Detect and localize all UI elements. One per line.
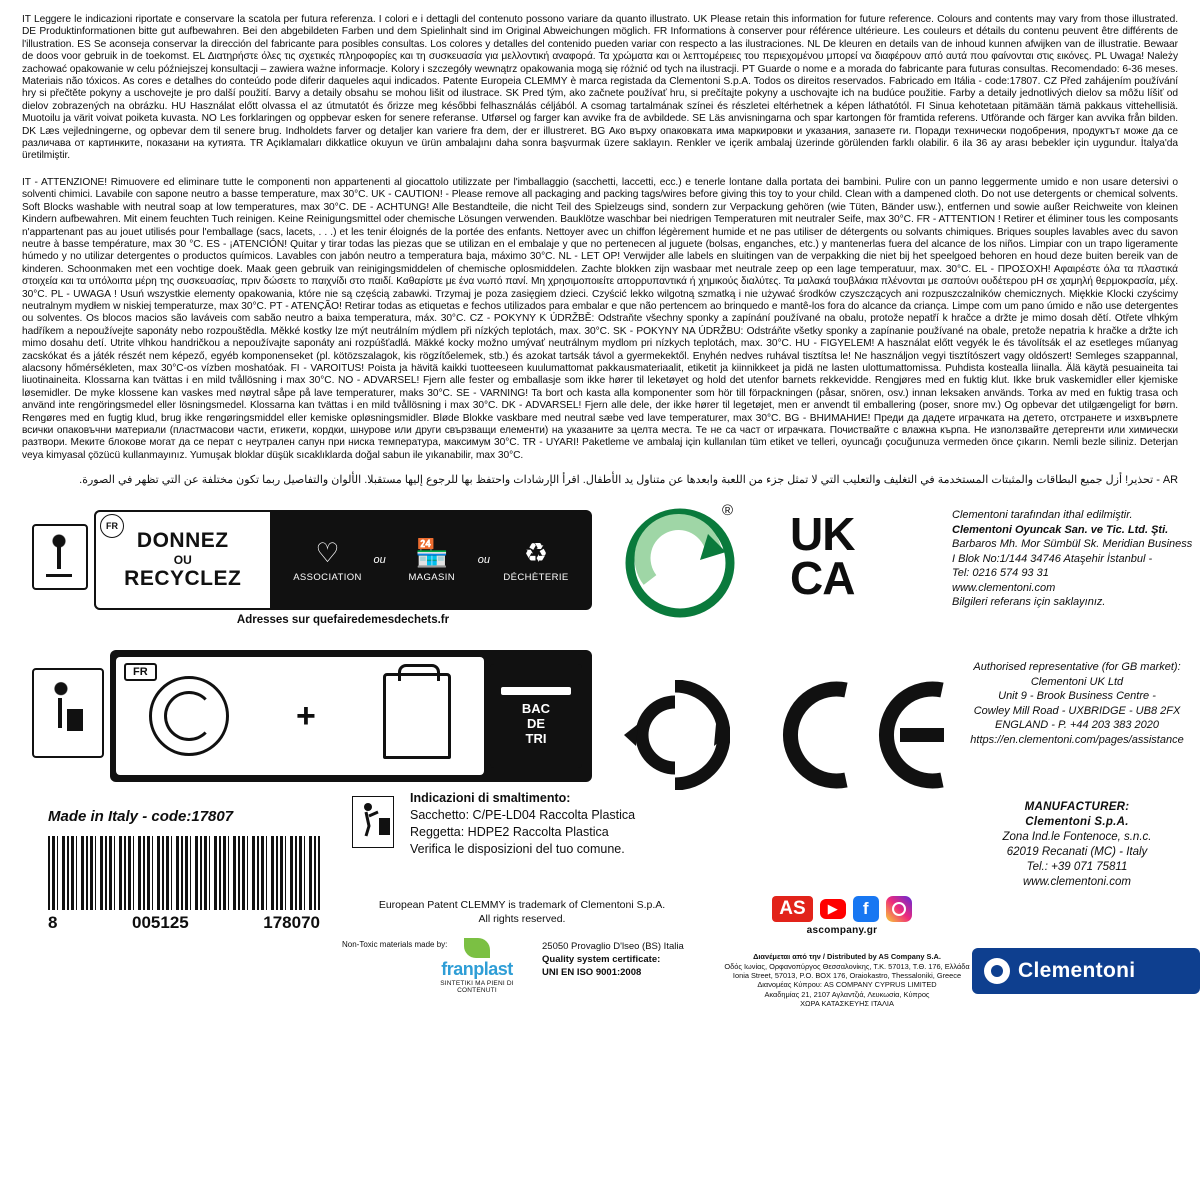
- clementoni-logo: [972, 948, 1200, 994]
- plus-sign: +: [296, 696, 316, 735]
- as-address-line-1: Οδός Ιωνίας, Ορφανοπύργος Θεσσαλονίκης, Τ.Κ. 57013, Τ.Θ. 176, Ελλάδα: [724, 961, 970, 971]
- authorised-representative-block: [952, 660, 1200, 747]
- donnez-line1: DONNEZ: [136, 529, 229, 553]
- as-address-line-5: ΧΩΡΑ ΚΑΤΑΣΚΕΥΗΣ ΙΤΑΛΙΑ: [800, 999, 894, 1009]
- importer-line-1: Clementoni Oyuncak San. ve Tic. Ltd. Şti.: [952, 523, 1169, 536]
- ukca-mark: [790, 508, 855, 605]
- person-throwing-waste-icon: [32, 668, 104, 758]
- donnez-address-line: Adresses sur quefairedemesdechets.fr: [236, 614, 450, 627]
- ce-mark-icon: [782, 676, 952, 794]
- arabic-warning-notice: AR - تحذير! أزل جميع البطاقات والمثبتات المستخدمة في التغليف والتعليب التي لا تمثل جزء من اللعبة وابعدها عن متناول يد الأطفال. اقرأ الإرشادات واحتفظ بها للرجوع إليها مستقبلا. الألوان والتفاصيل ربما تكون مختلفة عن التي تظهر في الصورة.: [79, 474, 1178, 487]
- sorting-bin-label: [490, 664, 582, 768]
- bin-line2: DE: [526, 715, 546, 731]
- option-magasin: [386, 538, 478, 583]
- as-company-distribution-info: [712, 952, 982, 1008]
- option-decheterie: [490, 538, 582, 583]
- authorised-line-3: ENGLAND - P. +44 203 383 2020: [995, 719, 1159, 732]
- green-dot-icon: [620, 680, 730, 790]
- made-in-italy-text: Made in Italy - code:17807: [48, 808, 234, 826]
- franplast-tagline: SINTETIKI MA PIENI DI CONTENUTI: [440, 980, 514, 995]
- donnez-line3: RECYCLEZ: [124, 567, 242, 591]
- patent-notice: [342, 898, 702, 926]
- multilingual-top-notice: IT Leggere le indicazioni riportate e conservare la scatola per futura referenza. I colori e i dettagli del contenuto possono variare da quanto illustrato. UK Please retain this information for future reference. Colours and contents may vary from those illustrated. DE Produktinformationen bitte gut aufbewahren. Bei den abgebildeten Farben und dem Spielinhalt sind im Original Abweichungen möglich. FR Informations à conserver pour référence ultérieure. Les couleurs et détails du contenu peuvent être différents de l'illustration. ES Se aconseja conservar la dirección del fabricante para posibles consultas. Los colores y detalles del contenido pueden variar con respecto a las ilustraciones. NL De kleuren en details van de inhoud kunnen afwijken van de illustratie. Bewaar de doos voor gebruik in de toekomst. EL Διατηρήστε όλες τις σχετικές πληροφορίες και τη συσκευασία για μελλοντική αναφορά. Τα χρώματα και οι λεπτομέρειες του περιεχομένου μπορεί να διαφέρουν από αυτά που φαίνονται στις εικόνες. PL Uwaga! Należy zachować opakowanie w celu późniejszej konsultacji – zawiera ważne informacje. Kolory i szczegóły wewnątrz opakowania mogą się różnić od tych na ilustracji. PT Guarde o nome e a morada do fabricante para futuras consultas. Recomendado: 6-36 meses. Materiais não tóxicos. As cores e detalhes do conteúdo pode diferir daqueles aqui indicados. Patente Europeia CLEMMY è marca registada da Clementoni S.p.A. Todos os direitos reservados. Fabricado em Itália - code:17807. CZ Před zahájením používání hry si přečtěte pokyny a uschovejte je pro další použití. Barvy a detaily obsahu se mohou lišit od ilustrace. SK Pred tým, ako začnete používať hru, si prečítajte pokyny a uschovajte ich na budúce použitie. Farby a detaily jednotlivých dielov sa môžu líšiť od dielov zobrazených na obrázku. HU Használat előtt olvassa el az útmutatót és őrizze meg későbbi felhasználás céljából. A csomag tartalmának színei és részletei eltérhetnek a képen láthatótól. FI Sinua kehotetaan pitämään tämä pakkaus vittehellisiä. Muotoilu ja värit voivat poiketa kuvasta. NO Les forklaringen og oppbevar esken for senere referanse. Utførsel og farger kan avvike fra de avbildede. SE Läs anvisningarna och spar kartongen för framtida referens. Utförande och färger kan avvika från bilden. DK Læs vejledningerne, og opbevar dem til senere brug. Indholdets farver og detaljer kan variere fra dem, der er illustreret. BG Ако върху опаковката има маркировки и указания, запазете ги. Поради технически подобрения, продуктът може да се различава от картинките, показани на кутията. TR Açıklamaları dikkatlice okuyun ve ürün ambalajını daha sonra başvurmak üzere saklayın. Renkler ve içerik ambalaj üzerinde görülenden farklı olabilir. 6 ila 36 ay arası bebekler için uygundur. İtalya'da üretilmiştir.: [22, 14, 1178, 162]
- authorised-line-2: Cowley Mill Road - UXBRIDGE - UB8 2FX: [973, 704, 1181, 717]
- as-company-social-block: [742, 896, 942, 936]
- as-address-line-3: Διανομέας Κύπρου: AS COMPANY CYPRUS LIMITED: [757, 980, 937, 990]
- importer-line-4: Tel: 0216 574 93 31: [952, 567, 1049, 580]
- person-recycle-icon: [32, 524, 88, 590]
- barcode-digit-1: 005125: [132, 913, 189, 933]
- disposal-indications: [352, 790, 682, 858]
- recycling-center-icon: ♻: [523, 537, 549, 568]
- barcode-digit-0: 8: [48, 913, 58, 933]
- logos-section: [22, 500, 1193, 1009]
- importer-line-0: Clementoni tarafından ithal edilmiştir.: [952, 509, 1133, 522]
- ukca-line1: UK: [790, 508, 855, 561]
- as-logo: AS: [772, 896, 812, 922]
- quality-certificate-block: [542, 940, 722, 979]
- donnez-line2: OU: [173, 553, 192, 568]
- barcode-digit-2: 178070: [263, 913, 320, 933]
- as-company-site[interactable]: ascompany.gr: [806, 925, 878, 937]
- bac-de-tri-banner: [32, 650, 592, 782]
- authorised-line-1: Unit 9 - Brook Business Centre -: [998, 690, 1156, 703]
- fr-country-badge-2: FR: [124, 663, 157, 681]
- throw-in-bin-icon: [352, 796, 394, 848]
- leaf-icon: [464, 938, 490, 958]
- authorised-line-0: Clementoni UK Ltd: [1030, 675, 1124, 688]
- importer-block: [952, 508, 1200, 610]
- clementoni-wordmark: Clementoni: [1018, 959, 1136, 983]
- plastic-bag-icon: [383, 673, 451, 759]
- option-magasin-label: MAGASIN: [408, 571, 456, 583]
- manufacturer-website[interactable]: www.clementoni.com: [1022, 876, 1131, 889]
- patent-line-2: All rights reserved.: [478, 913, 566, 926]
- importer-line-2: Barbaros Mh. Mor Sümbül Sk. Meridian Business: [952, 538, 1193, 551]
- quality-line-3: UNI EN ISO 9001:2008: [542, 967, 642, 979]
- donnez-label-box: [94, 510, 272, 610]
- fr-country-badge: FR: [100, 514, 124, 538]
- manufacturer-line-0: Clementoni S.p.A.: [1025, 816, 1129, 829]
- donnez-ou-recyclez-badge: [32, 510, 592, 627]
- patent-line-1: European Patent CLEMMY is trademark of Clementoni S.p.A.: [378, 899, 666, 912]
- separator-ou-1: ou: [373, 554, 386, 567]
- registered-trademark-symbol: ®: [722, 502, 734, 520]
- manufacturer-block: [952, 800, 1200, 890]
- quality-line-2: Quality system certificate:: [542, 954, 661, 966]
- franplast-logo: [422, 938, 532, 994]
- clementoni-dot-icon: [984, 958, 1010, 984]
- manufacturer-title: MANUFACTURER:: [1024, 801, 1130, 814]
- as-address-line-2: Ionia Street, 57013, P.O. BOX 176, Oraiokastro, Thessaloniki, Greece: [732, 971, 962, 981]
- ukca-line2: CA: [790, 552, 855, 605]
- facebook-icon[interactable]: f: [853, 896, 879, 922]
- non-toxic-label: Non-Toxic materials made by:: [342, 940, 448, 950]
- hand-heart-icon: ♡: [315, 537, 340, 568]
- option-decheterie-label: DÉCHÈTERIE: [503, 571, 569, 583]
- disposal-line-0: Sacchetto: C/PE-LD04 Raccolta Plastica: [410, 808, 636, 823]
- barcode-bars: [48, 836, 320, 910]
- separator-ou-2: ou: [477, 554, 490, 567]
- disposal-title: Indicazioni di smaltimento:: [410, 791, 571, 806]
- youtube-icon[interactable]: ▶: [820, 899, 846, 919]
- instagram-icon[interactable]: [886, 896, 912, 922]
- authorised-assistance-link[interactable]: https://en.clementoni.com/pages/assistance: [970, 733, 1184, 746]
- bin-lid-shape: [501, 687, 571, 695]
- manufacturer-line-2: 62019 Recanati (MC) - Italy: [1006, 846, 1148, 859]
- distributed-by-line: Διανέμεται από την / Distributed by AS Company S.A.: [753, 952, 941, 962]
- authorised-title: Authorised representative (for GB market):: [973, 661, 1181, 674]
- disposal-line-2: Verifica le disposizioni del tuo comune.: [410, 842, 625, 857]
- film-wrap-icon: [149, 676, 229, 756]
- disposal-line-1: Reggetta: HDPE2 Raccolta Plastica: [410, 825, 609, 840]
- multilingual-warning-notice: IT - ATTENZIONE! Rimuovere ed eliminare tutte le componenti non appartenenti al giocattolo utilizzate per l'imballaggio (sacchetti, laccetti, ecc.) e tenerle lontane dalla portata dei bambini. Pulire con un panno leggermente umido e non usare detersivi o solventi chimici. Lavabile con sapone neutro a basse temperature, max 30°C. UK - CAUTION! - Please remove all packaging and packing tags/wires before giving this toy to your child. Clean with a dampened cloth. Do not use detergents or chemical solvents. Soft Blocks washable with neutral soap at low temperatures, max 30°C. DE - ACHTUNG! Alle Bestandteile, die nicht Teil des Spielzeugs sind, sondern zur Verpackung gehören (wie Tüten, Bänder usw.), entfernen und sowie außer Reichweite von kleinen Kindern aufbewahren. Mit einem feuchten Tuch reinigen. Keine Reinigungsmittel oder chemische Lösungen verwenden. Bauklötze waschbar bei niedrigen Temperaturen mit neutraler Seife, max 30°C. FR - ATTENTION ! Retirer et éliminer tous les composants n'appartenant pas au jouet utilisés pour l'emballage (sacs, lacets, . . .) et les tenir éloignés de la portée des enfants. Nettoyer avec un chiffon légèrement humide et ne pas utiliser de détergents ou solvants chimiques. Briques souples lavables avec du savon neutre à basse température, max 30 °C. ES - ¡ATENCIÓN! Quitar y tirar todas las piezas que se utilizan en el embalaje y que no pertenecen al juguete (bolsas, enganches, etc.) y mantenerlas fuera del alcance de los niños. Limpiar con un trapo ligeramente húmedo y no utilizar detergentes o productos químicos. Lavables con jabón neutro a temperatura baja, máximo 30°C. NL - LET OP! Verwijder alle labels en sluitingen van de verpakking die niet bij het speelgoed behoren en houd deze buiten bereik van de kinderen. Schoonmaken met een vochtige doek. Maak geen gebruik van reinigingsmiddelen of chemische oplosmiddelen. Zachte blokken zijn wasbaar met neutrale zeep op een lage temperatuur, max. 30°C. EL - ΠΡΟΣΟΧΗ! Αφαιρέστε όλα τα πλαστικά στοιχεία και τα υπόλοιπα μέρη της συσκευασίας, πριν δώσετε το παιχνίδι στο παιδί. Καθαρίστε με ένα νωπό πανί. Μη χρησιμοποιείτε απορρυπαντικά ή χημικούς διαλύτες. Τα μαλακά τουβλάκια πλένονται με σαπούνι ουδέτερου pH σε χαμηλή θερμοκρασία, μέχ. 30°C. PL - UWAGA ! Usuń wszystkie elementy opakowania, które nie są częścią zabawki. Trzymaj je poza zasięgiem dzieci. Czyścić lekko wilgotną szmatką i nie używać środków czyszczących ani rozpuszczalników chemicznych. Miękkie Klocki czyścimy neutralnym mydłem w niskiej temperaturze, max 30°C. PT - ATENÇÃO! Retirar todas as etiquetas e fechos utilizados para embalar e que não pertencem ao brinquedo e mantê-los fora do alcance da criança. Limpe com um pano úmido e não use detergentes ou solventes. Os blocos macios são laváveis com sabão neutro a baixa temperatura, máx. 30°C. CZ - POKYNY K ÚDRŽBĚ: Odstraňte všechny sponky a zapínání používané na obalu, protože nepatří k hračce a držte je mimo dosah dětí. Otřete vlhkým hadříkem a nepoužívejte saponáty nebo rozpouštědla. Měkké kostky lze mýt neutrálním mýdlem při nízkých teplotách, max. 30°C. SK - POKYNY NA ÚDRŽBU: Odstráňte všetky sponky a zapínanie používané na obale, pretože nepatria k hračke a držte ich mimo dosahu detí. Utrite vlhkou handričkou a nepoužívajte saponáty ani rozpúšťadlá. Mäkké kocky možno umývať neutrálnym mydlom pri nízkych teplotách, max. 30°C. HU - FIGYELEM! A használat előtt vegyék le és távolítsák el az esetleges műanyag zacskókat és a játék részét nem képező, egyéb komponenseket (pl. kötözszalagok, kis rögzítőelemek, stb.) és azokat tartsák távol a gyermekektől. Enyhén nedves ruhával tisztítsa le! Ne használjon vegyi tisztítószert vagy oldószert! Semleges szappannal, alacsony hőmérsékleten, max 30°C-os vízben moshatóak. FI - VAROITUS! Poista ja hävitä kaikki tuotteeseen kuulumattomat pakkausmateriaalit, etiketit ja kiinnikkeet ja pidä ne lasten ulottumattomissa. Puhdista kostealla liinalla. Älä käytä pesuaineita tai liuotinaineita. Klossarna kan tvättas i en mild tvållösning i max 30°C. NO - ADVARSEL! Fjern alle fester og emballasje som ikke hører til leketøyet og hold det utenfor barnets rekkevidde. Rengjøres med en fuktig klut. Ikke bruk vaskemidler eller kjemiske løsemidler. De myke klossene kan vaskes med nøytral såpe på lave temperaturer, maks 30°C. SE - VARNING! Ta bort och kasta alla komponenter som hör till förpackningen (påsar, snören, osv.) innan leksaken används. Torka av med en fuktig trasa och använd inte rengöringsmedel eller lösningsmedel. Klossarna kan tvättas i en mild tvållösning i max 30°C. DK - ADVARSEL! Fjern alle dele, der ikke hører til legetøjet, men er anvendt til emballering (poser, snore mv.) Og opbevar det utilgængeligt for børn. Rengøres med en fugtig klud, brug ikke rengøringsmiddel eller kemiske opløsningsmidler. Bløde Blokke vaskbare med neutral sæbe ved lave temperaturer, max 30°C. BG - ВНИМАНИЕ! Преди да дадете играчката на детето, отстранете и изхвърлете всички опаковъчни материали (пластмасови части, етикети, кордки, шнурове или други свързващи елементи) на указаните за целта места. Те не са част от играчката. Почиствайте с влажна кърпа. Не използвайте детергенти или химически разтвори. Меките блокове могат да се перат с неутрален сапун при ниска температура, максимум 30°C. TR - UYARI! Paketleme ve ambalaj için kullanılan tüm etiket ve telleri, oyuncağı çocuğunuza vermeden önce çıkarın. Nemli bezle siliniz. Deterjan veya kimyasal çözücü kullanmayınız. Yumuşak bloklar düşük sıcaklıklarda doğal sabun ile yıkanabilir, max 30°C.: [22, 176, 1178, 461]
- manufacturer-line-1: Zona Ind.le Fontenoce, s.n.c.: [1002, 831, 1152, 844]
- importer-line-3: I Blok No:1/144 34746 Ataşehir İstanbul -: [952, 552, 1153, 565]
- as-address-line-4: Ακαδημίας 21, 2107 Αγλαντζιά, Λευκωσία, Κύπρος: [764, 989, 930, 999]
- bin-line3: TRI: [525, 730, 547, 746]
- quality-line-1: 25050 Provaglio D'lseo (BS) Italia: [542, 941, 684, 953]
- option-association: [282, 538, 374, 583]
- recycling-mobius-icon: [622, 508, 742, 618]
- shop-icon: 🏪: [414, 537, 449, 568]
- importer-line-6: Bilgileri referans için saklayınız.: [952, 596, 1106, 609]
- franplast-name: franplast: [441, 959, 513, 980]
- bin-line1: BAC: [521, 700, 551, 716]
- importer-website[interactable]: www.clementoni.com: [952, 581, 1056, 594]
- barcode-icon: [48, 836, 320, 932]
- barcode-digits: [48, 913, 320, 933]
- manufacturer-line-3: Tel.: +39 071 75811: [1026, 861, 1128, 874]
- option-association-label: ASSOCIATION: [293, 571, 362, 583]
